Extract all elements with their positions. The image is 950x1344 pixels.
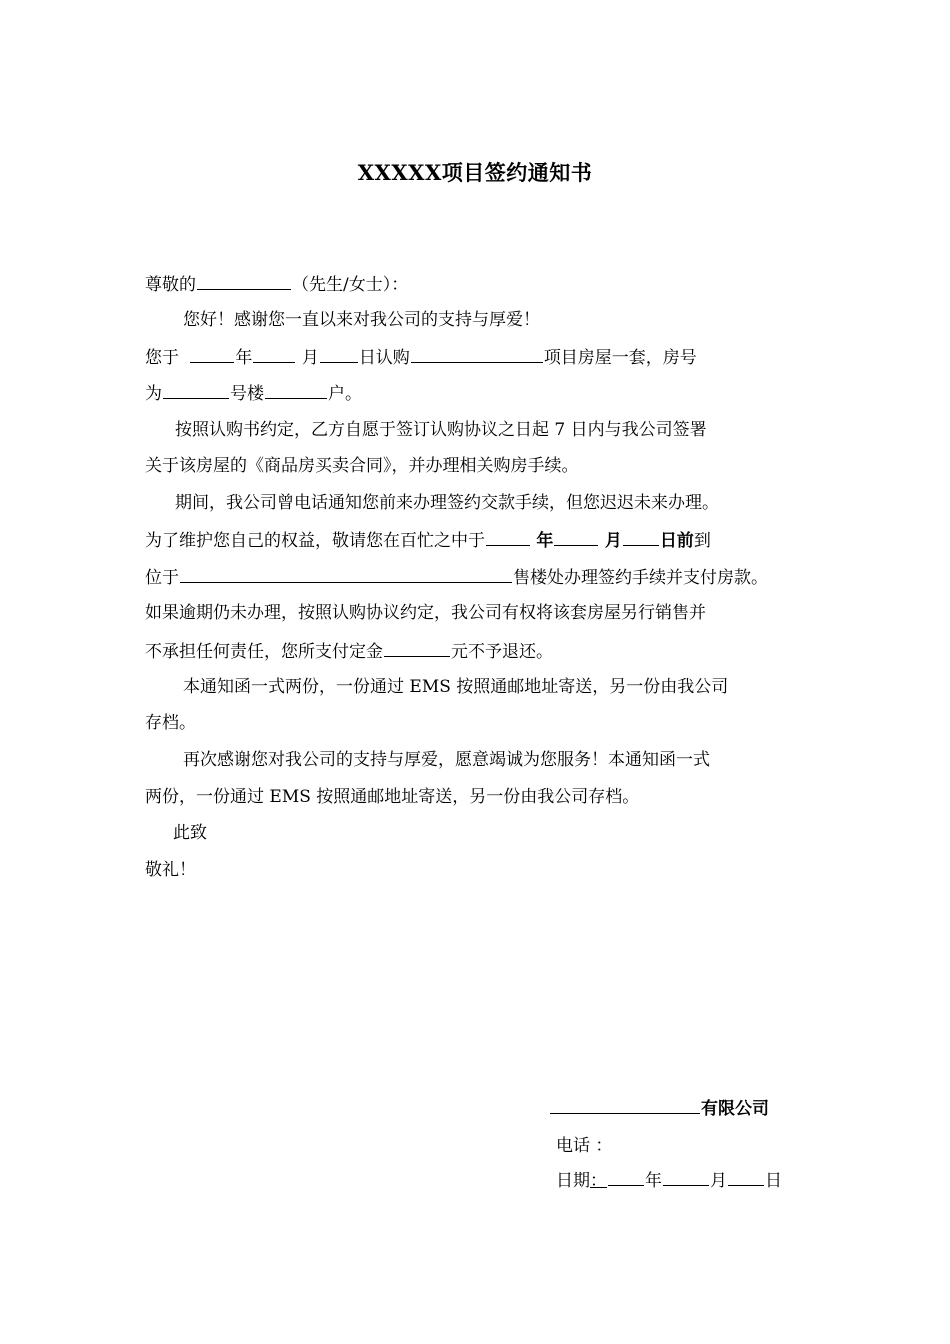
para3-text-2: 存档。 [145,713,196,733]
purchase-year-label: 年 [235,348,253,368]
room-prefix: 为 [145,384,162,404]
intro-text: 您好！感谢您一直以来对我公司的支持与厚爱！ [183,310,540,330]
unit-label: 户。 [328,384,362,404]
purchase-month-label: 月 [301,348,319,368]
greeting-suffix: （先生/女士）： [292,275,409,295]
building-blank [163,380,229,399]
para2-line2 [145,527,711,553]
para2-text-5-suffix: 元不予退还。 [451,642,553,662]
purchase-month-blank [253,344,295,363]
deadline-day-label: 日前 [659,531,694,551]
para2-text-3-suffix: 售楼处办理签约手续并支付房款。 [513,568,768,588]
para4-text-1: 再次感谢您对我公司的支持与厚爱，愿意竭诚为您服务！本通知函一式 [183,750,710,770]
phone-label: 电话 ： [556,1136,613,1156]
deadline-year-blank [486,527,530,546]
para2-line4 [145,601,706,625]
signature-company-line [549,1094,769,1119]
para2-line5 [145,638,553,664]
para1-line1 [175,418,707,442]
date-label: 日期 [556,1171,590,1191]
intro-line [183,308,540,332]
sign-day-label: 日 [765,1171,782,1191]
para2-line1 [175,491,719,515]
project-name-blank [411,344,543,363]
document-title: XXXXX项目签约通知书 [357,160,593,185]
purchase-day-blank [320,344,358,363]
para2-text-4: 如果逾期仍未办理，按照认购协议约定，我公司有权将该套房屋另行销售并 [145,603,706,623]
room-line [145,380,362,406]
sign-year-blank [608,1167,644,1186]
deadline-day-blank [623,527,659,546]
deadline-month-blank [554,527,598,546]
para2-text-3-prefix: 位于 [145,568,179,588]
deposit-amount-blank [384,638,450,657]
closing-cizhi [173,821,207,845]
purchase-project-text: 项目房屋一套，房号 [543,348,697,368]
sign-year-label: 年 [645,1171,662,1191]
recipient-name-blank [197,271,291,290]
sign-day-blank [728,1167,764,1186]
purchase-line [145,344,697,370]
para2-line3 [145,564,768,590]
para1-text-1: 按照认购书约定，乙方自愿于签订认购协议之日起 7 日内与我公司签署 [175,420,707,440]
para1-line2 [145,454,579,478]
para1-text-2: 关于该房屋的《商品房买卖合同》，并办理相关购房手续。 [145,456,579,476]
para3-text-1: 本通知函一式两份，一份通过 EMS 按照通邮地址寄送，另一份由我公司 [183,677,729,697]
sign-month-label: 月 [710,1171,727,1191]
para4-text-2: 两份，一份通过 EMS 按照通邮地址寄送，另一份由我公司存档。 [145,787,640,807]
signature-date-line [556,1166,782,1191]
greeting-line [145,271,408,297]
building-label: 号楼 [230,384,264,404]
date-colon: ： [590,1171,607,1191]
deadline-year-label: 年 [536,531,554,551]
closing-jingli-text: 敬礼！ [145,860,196,880]
para2-text-1: 期间，我公司曾电话通知您前来办理签约交款手续，但您迟迟未来办理。 [175,493,719,513]
company-suffix: 有限公司 [701,1099,769,1119]
closing-cizhi-text: 此致 [173,823,207,843]
para2-text-2-prefix: 为了维护您自己的权益，敬请您在百忙之中于 [145,531,485,551]
purchase-prefix: 您于 [145,348,179,368]
signature-phone-line [556,1131,612,1156]
para4-line1 [183,748,710,772]
para2-text-2-suffix: 到 [693,531,711,551]
company-name-blank [550,1095,700,1114]
deadline-month-label: 月 [604,531,622,551]
unit-blank [265,380,327,399]
sales-office-address-blank [180,564,512,583]
para4-line2 [145,785,639,809]
para3-line1 [183,675,728,699]
purchase-year-blank [190,344,234,363]
para3-line2 [145,711,196,735]
para2-text-5-prefix: 不承担任何责任，您所支付定金 [145,642,383,662]
sign-month-blank [663,1167,709,1186]
purchase-day-label: 日认购 [358,348,410,368]
closing-jingli [145,858,196,882]
greeting-prefix: 尊敬的 [145,275,196,295]
